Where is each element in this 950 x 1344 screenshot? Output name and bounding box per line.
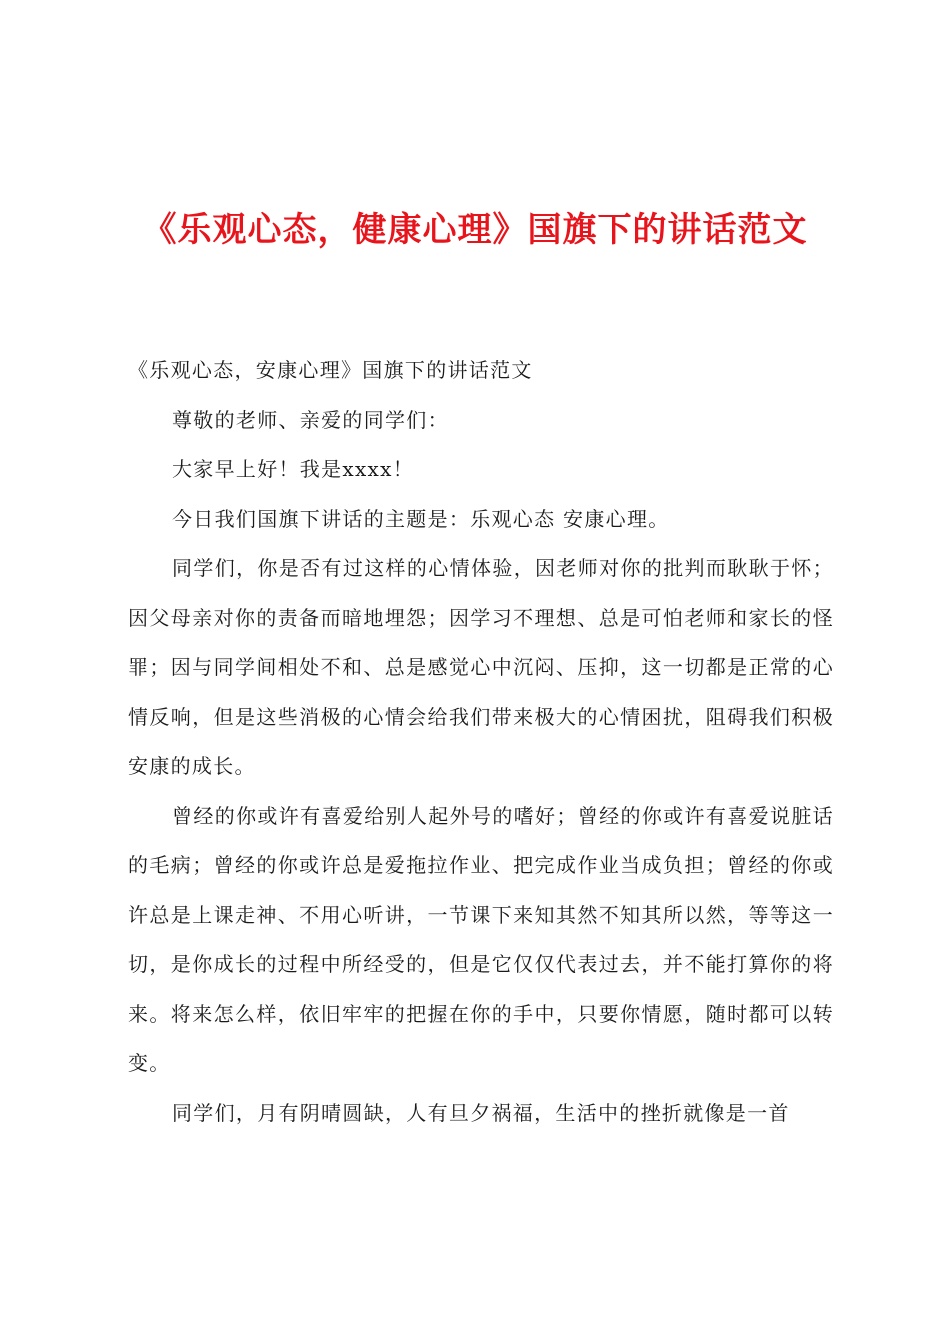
paragraph-theme: 今日我们国旗下讲话的主题是：乐观心态 安康心理。 <box>172 506 670 531</box>
paragraph-emotions: 同学们，你是否有过这样的心情体验，因老师对你的批判而耿耿于怀；因父母亲对你的责备而暗地埋怨；因学习不理想、总是可怕老师和家长的怪罪；因与同学间相处不和、总是感觉心中沉闷、压抑，这一切都是正常的心情反响，但是这些消极的心情会给我们带来极大的心情困扰，阻碍我们积极安康的成长。 <box>128 556 834 778</box>
paragraph-morning: 大家早上好！我是xxxx！ <box>172 457 415 481</box>
paragraph-past: 曾经的你或许有喜爱给别人起外号的嗜好；曾经的你或许有喜爱说脏话的毛病；曾经的你或许总是爱拖拉作业、把完成作业当成负担；曾经的你或许总是上课走神、不用心听讲，一节课下来知其然不知其所以然，等等这一切，是你成长的过程中所经受的，但是它仅仅代表过去，并不能打算你的将来。将来怎么样，依旧牢牢的把握在你的手中，只要你情愿，随时都可以转变。 <box>128 803 834 1075</box>
paragraph-setbacks: 同学们，月有阴晴圆缺，人有旦夕祸福，生活中的挫折就像是一首 <box>172 1100 790 1125</box>
paragraph-greeting: 尊敬的老师、亲爱的同学们： <box>172 407 449 432</box>
paragraph-subtitle: 《乐观心态，安康心理》国旗下的讲话范文 <box>128 358 533 382</box>
document-body <box>128 346 834 1138</box>
document-title: 《乐观心态，健康心理》国旗下的讲话范文 <box>142 210 808 250</box>
